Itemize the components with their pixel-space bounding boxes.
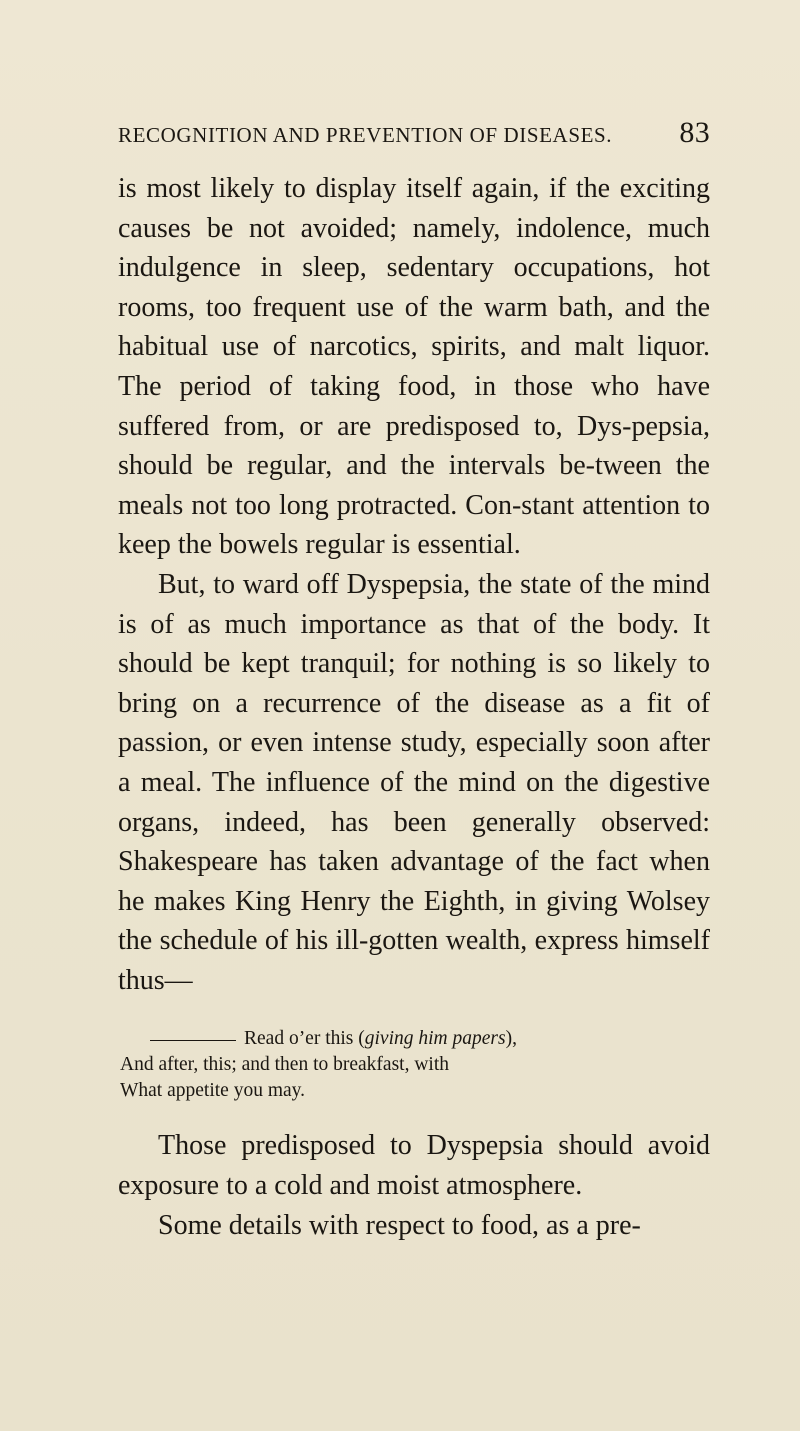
quote-line-3: What appetite you may. [120, 1080, 306, 1102]
paragraph-food-details: Some details with respect to food, as a pre- [158, 1209, 641, 1241]
quote-line-2: And after, this; and then to breakfast, with [120, 1054, 450, 1076]
quote-line-1-suffix: ), [505, 1028, 517, 1050]
shakespeare-quotation [118, 1026, 710, 1104]
paragraph-dyspepsia-mind: But, to ward off Dyspepsia, the state of the mind is of as much importance as that of the body. It should be kept tranquil; for nothing is so likely to bring on a recurrence of the disease as a fit of passion, or even intense study, especially soon after a meal. The influence of the mind on the digestive organs, indeed, has been generally observed: Shakespeare has taken advantage of the fact when he makes King Henry the Eighth, in giving Wolsey the schedule of his ill-gotten wealth, express himself thus— [118, 568, 710, 996]
page-body [118, 169, 710, 1245]
paragraph-atmosphere: Those predisposed to Dyspepsia should avoid exposure to a cold and moist atmosphere. [118, 1130, 710, 1202]
running-title: RECOGNITION AND PREVENTION OF DISEASES. [118, 123, 613, 147]
quote-line-1-prefix: Read o’er this ( [244, 1028, 365, 1050]
page-number: 83 [679, 116, 710, 149]
paragraph-continued: is most likely to display itself again, if the exciting causes be not avoided; namely, indolence, much indulgence in sleep, sedentary occupations, hot rooms, too frequent use of the warm bath, and the habitual use of narcotics, spirits, and malt liquor. The period of taking food, in those who have suffered from, or are predisposed to, Dys-pepsia, should be regular, and the intervals be-tween the meals not too long protracted. Con-stant attention to keep the bowels regular is essential. [118, 173, 710, 561]
quote-stage-direction: giving him papers [364, 1028, 506, 1050]
running-header [118, 116, 710, 156]
quote-dash [150, 1040, 236, 1041]
quote-line-1 [118, 1026, 710, 1052]
